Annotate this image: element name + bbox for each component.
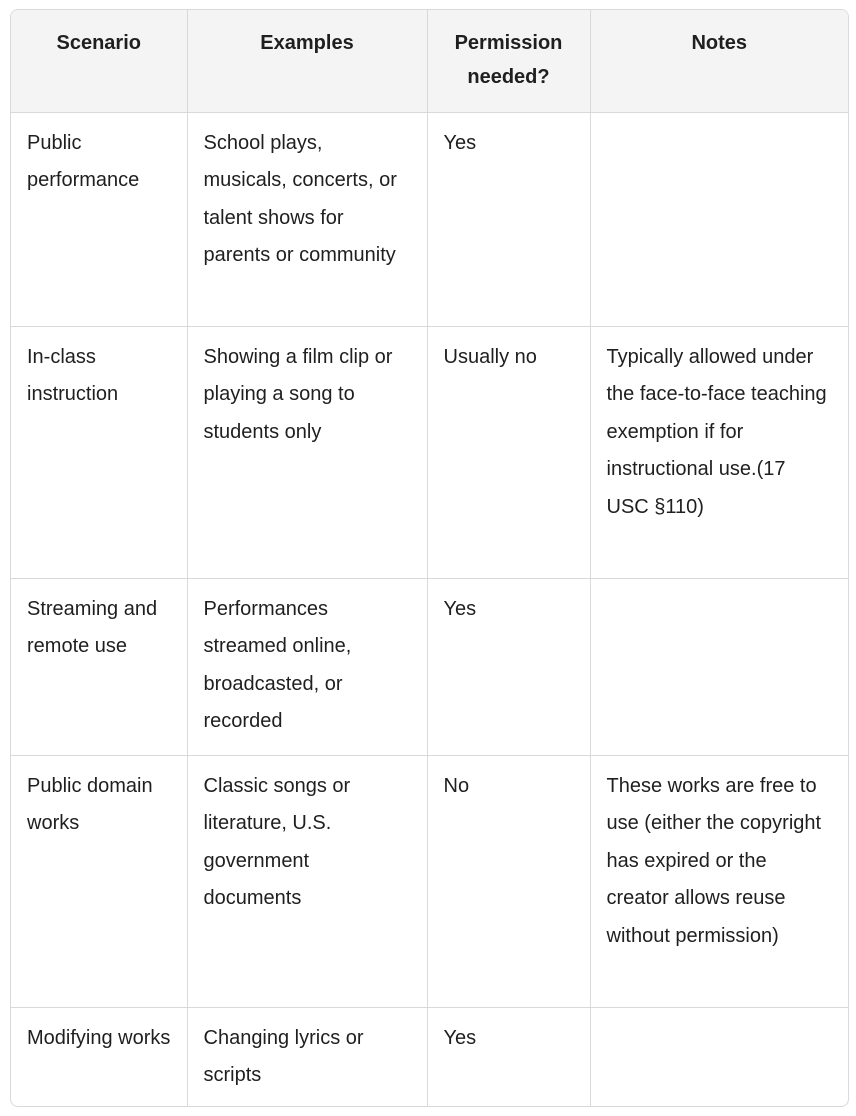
cell-examples: School plays, musicals, concerts, or talent shows for parents or community bbox=[187, 112, 427, 326]
cell-permission: Yes bbox=[427, 1007, 590, 1107]
cell-notes bbox=[590, 112, 848, 326]
header-examples: Examples bbox=[187, 10, 427, 112]
cell-permission: Yes bbox=[427, 578, 590, 755]
cell-scenario: Streaming and remote use bbox=[11, 578, 187, 755]
cell-scenario: Modifying works bbox=[11, 1007, 187, 1107]
table-row bbox=[11, 112, 848, 326]
cell-permission: No bbox=[427, 755, 590, 1007]
cell-notes: Typically allowed under the face-to-face teaching exemption if for instructional use.(17 USC §110) bbox=[590, 326, 848, 578]
header-scenario: Scenario bbox=[11, 10, 187, 112]
cell-examples: Classic songs or literature, U.S. government documents bbox=[187, 755, 427, 1007]
cell-permission: Yes bbox=[427, 112, 590, 326]
header-notes: Notes bbox=[590, 10, 848, 112]
cell-notes bbox=[590, 1007, 848, 1107]
cell-permission: Usually no bbox=[427, 326, 590, 578]
cell-examples: Changing lyrics or scripts bbox=[187, 1007, 427, 1107]
cell-scenario: Public domain works bbox=[11, 755, 187, 1007]
cell-notes bbox=[590, 578, 848, 755]
cell-scenario: In-class instruction bbox=[11, 326, 187, 578]
cell-examples: Showing a film clip or playing a song to students only bbox=[187, 326, 427, 578]
permissions-table-container bbox=[10, 9, 849, 1107]
table-row bbox=[11, 578, 848, 755]
table-row bbox=[11, 326, 848, 578]
header-permission-needed: Permission needed? bbox=[427, 10, 590, 112]
cell-scenario: Public performance bbox=[11, 112, 187, 326]
table-row bbox=[11, 755, 848, 1007]
table-header-row bbox=[11, 10, 848, 112]
table-row bbox=[11, 1007, 848, 1107]
cell-notes: These works are free to use (either the copyright has expired or the creator allows reuse without permission) bbox=[590, 755, 848, 1007]
permissions-table bbox=[11, 10, 848, 1107]
cell-examples: Performances streamed online, broadcasted, or recorded bbox=[187, 578, 427, 755]
